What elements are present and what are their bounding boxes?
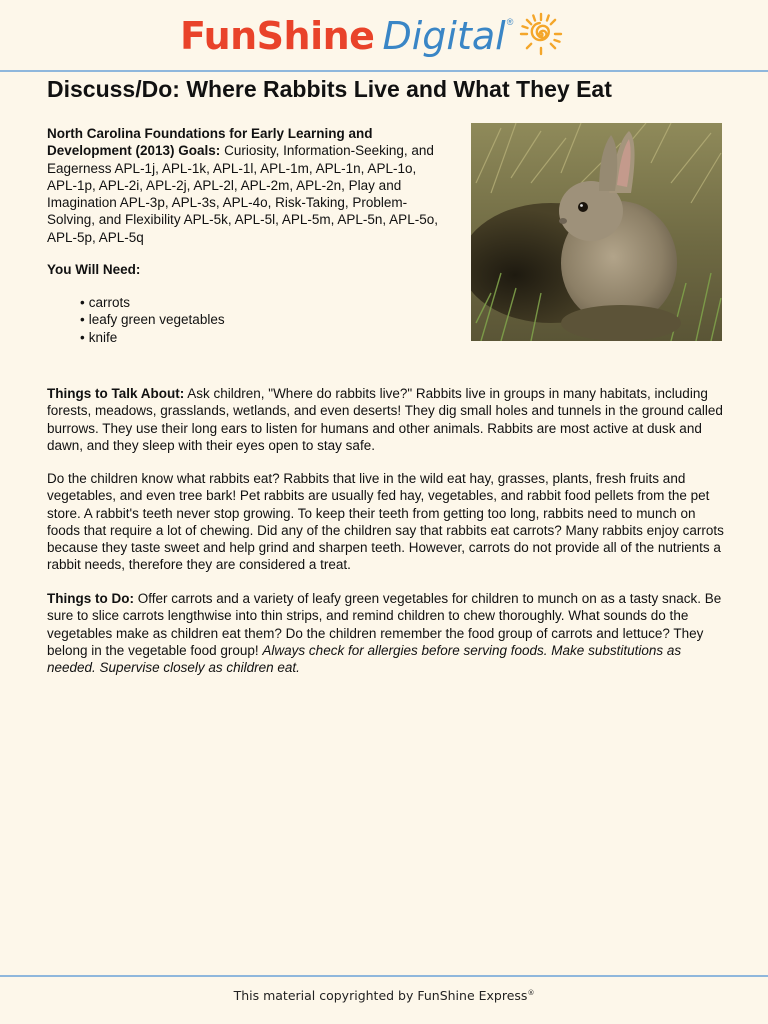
goals-text: Curiosity, Information-Seeking, and Eagerness APL-1j, APL-1k, APL-1l, APL-1m, APL-1n, APL-1o, APL-1p, APL-2i, APL-2j, APL-2l, APL-2m, APL-2n, Play and Imagination APL-3p, APL-3s, APL-4o, Risk-Taking, Problem-Solving, and Flexibility APL-5k, APL-5l, APL-5m, APL-5n, APL-5o, APL-5p, APL-5q	[47, 143, 438, 245]
rabbit-diet-paragraph: Do the children know what rabbits eat? Rabbits that live in the wild eat hay, grasses, plants, fresh fruits and vegetables, and even tree bark! Pet rabbits are usually fed hay, vegetables, and rabbit food pellets from the pet store. A rabbit's teeth never stop growing. To keep their teeth from getting too long, rabbits need to munch on foods that require a lot of chewing. Did any of the children say that rabbits eat carrots? Many rabbits enjoy carrots because they taste sweet and help grind and sharpen teeth. However, carrots do not provide all of the nutrients a rabbit needs, therefore they are considered a treat.	[47, 471, 724, 573]
talk-about-label: Things to Talk About:	[47, 386, 185, 401]
learning-goals	[47, 125, 447, 246]
copyright-mark: ®	[527, 988, 535, 997]
copyright-text: This material copyrighted by FunShine Express	[233, 988, 528, 1003]
page-title: Discuss/Do: Where Rabbits Live and What They Eat	[47, 76, 612, 102]
list-item: • carrots	[80, 294, 225, 311]
footer-divider	[0, 975, 768, 977]
rabbit-photo-illustration	[471, 123, 722, 341]
page-header	[0, 0, 768, 70]
copyright-footer	[0, 988, 768, 1003]
things-to-do-paragraph	[47, 590, 727, 676]
logo-registered-mark: ®	[506, 17, 514, 27]
logo-fun-text: FunShine	[180, 14, 375, 58]
list-item: • knife	[80, 329, 225, 346]
things-to-do-text: Offer carrots and a variety of leafy green vegetables for children to munch on as a tasty snack. Be sure to slice carrots lengthwise into thin strips, and remind children to chew thoroughly. What sounds do the vegetables make as children eat them? Do the children remember the food group of carrots and lettuce? They belong in the vegetable food group!	[47, 591, 722, 658]
things-to-do-label: Things to Do:	[47, 591, 134, 606]
safety-note: Always check for allergies before serving foods. Make substitutions as needed. Supervise closely as children eat.	[47, 642, 682, 676]
talk-about-text: Ask children, "Where do rabbits live?" Rabbits live in groups in many habitats, including forests, meadows, grasslands, wetlands, and even deserts! They dig small holes and tunnels in the ground called burrows. They use their long ears to listen for humans and other animals. Rabbits are most active at dusk and dawn, and they sleep with their eyes open to stay safe.	[47, 386, 723, 453]
sun-spiral-icon	[519, 12, 563, 56]
logo-digital-text: Digital	[382, 14, 506, 58]
list-item: • leafy green vegetables	[80, 311, 225, 328]
talk-about-paragraph	[47, 385, 727, 454]
materials-list	[80, 294, 225, 346]
header-divider	[0, 70, 768, 72]
rabbit-photo	[471, 123, 722, 341]
goals-label: North Carolina Foundations for Early Learning and Development (2013) Goals:	[47, 126, 373, 159]
materials-title: You Will Need:	[47, 262, 141, 277]
funshine-digital-logo	[180, 8, 563, 64]
